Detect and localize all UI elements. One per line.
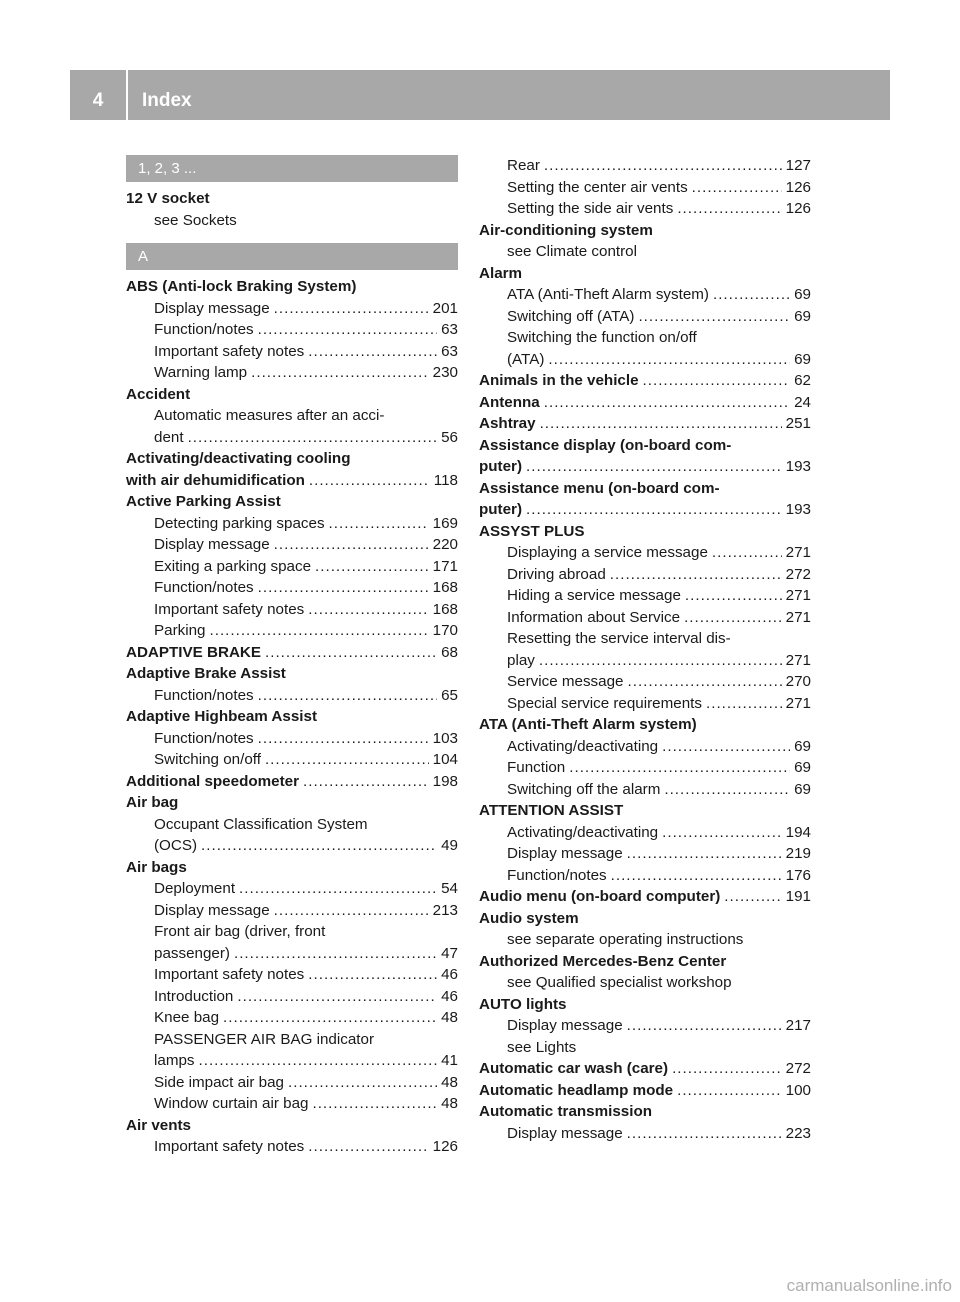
index-entry <box>479 370 811 392</box>
entry-label: (ATA) <box>507 350 545 368</box>
leader-dots <box>662 822 782 844</box>
index-subentry <box>479 155 811 177</box>
leader-dots <box>540 413 782 435</box>
page-reference: 219 <box>785 845 811 862</box>
index-subentry <box>126 943 458 965</box>
page-reference: 46 <box>441 987 458 1005</box>
page-reference: 168 <box>432 600 458 618</box>
index-entry <box>126 771 458 793</box>
page-reference: 220 <box>432 536 458 553</box>
page-reference: 48 <box>441 1073 458 1091</box>
entry-label: puter) <box>479 501 523 518</box>
page-reference: 213 <box>432 901 458 919</box>
leader-dots <box>258 319 437 341</box>
leader-dots <box>308 341 437 363</box>
leader-dots <box>251 362 429 384</box>
page-header <box>70 70 890 120</box>
index-subentry <box>126 577 458 599</box>
page-reference: 271 <box>785 587 811 604</box>
index-subentry <box>126 1093 458 1115</box>
entry-label: dent <box>154 428 184 446</box>
entry-label: Introduction <box>154 987 234 1005</box>
index-subentry <box>126 900 458 922</box>
page-reference: 118 <box>433 471 458 489</box>
leader-dots <box>684 607 782 629</box>
leader-dots <box>544 155 782 177</box>
index-subentry <box>479 564 811 586</box>
entry-label: Window curtain air bag <box>154 1095 309 1112</box>
leader-dots <box>610 564 782 586</box>
page-reference: 47 <box>441 944 458 962</box>
leader-dots <box>712 542 782 564</box>
index-subentry: Automatic measures after an acci- <box>154 407 385 424</box>
entry-label: Display message <box>154 299 270 317</box>
leader-dots <box>188 427 438 449</box>
leader-dots <box>627 1123 782 1145</box>
page-reference: 271 <box>785 694 811 712</box>
index-column-left <box>126 155 458 1158</box>
entry-label: Switching on/off <box>154 751 261 768</box>
index-entry: AUTO lights <box>479 995 567 1013</box>
page-reference: 170 <box>432 622 458 639</box>
index-subentry <box>126 599 458 621</box>
leader-dots <box>662 736 790 758</box>
page-reference: 41 <box>441 1052 458 1069</box>
page-reference: 271 <box>785 544 811 561</box>
page-reference: 104 <box>432 751 458 768</box>
page-reference: 103 <box>432 729 458 747</box>
page-reference: 69 <box>794 759 811 776</box>
leader-dots <box>210 620 429 642</box>
index-subentry: see Lights <box>507 1038 577 1056</box>
index-subentry <box>126 1072 458 1094</box>
leader-dots <box>692 177 782 199</box>
page-reference: 223 <box>785 1124 811 1142</box>
leader-dots <box>239 878 437 900</box>
leader-dots <box>638 306 790 328</box>
index-subentry <box>479 843 811 865</box>
index-subentry: Resetting the service interval dis- <box>507 630 731 647</box>
entry-label: Function/notes <box>154 321 254 338</box>
index-subentry <box>479 671 811 693</box>
entry-label: Ashtray <box>479 415 536 432</box>
index-entry: Automatic transmission <box>479 1103 653 1120</box>
leader-dots <box>201 835 437 857</box>
page-reference: 69 <box>794 286 811 303</box>
index-subentry <box>479 736 811 758</box>
leader-dots <box>329 513 429 535</box>
entry-label: puter) <box>479 458 523 475</box>
index-column-right <box>479 155 811 1144</box>
index-subentry: Occupant Classification System <box>154 815 368 833</box>
page-reference: 272 <box>785 565 811 583</box>
entry-label: Function/notes <box>507 866 607 884</box>
leader-dots <box>664 779 790 801</box>
leader-dots <box>274 298 429 320</box>
entry-label: Function <box>507 759 566 776</box>
leader-dots <box>223 1007 437 1029</box>
index-entry: 12 V socket <box>126 190 210 207</box>
entry-label: Switching off (ATA) <box>507 307 635 325</box>
leader-dots <box>539 650 782 672</box>
index-entry: Adaptive Highbeam Assist <box>126 708 318 725</box>
index-subentry <box>479 306 811 328</box>
index-entry: Air bag <box>126 794 179 811</box>
index-subentry <box>126 620 458 642</box>
section-header: 1, 2, 3 ... <box>126 155 458 182</box>
index-subentry <box>479 284 811 306</box>
index-entry <box>479 499 811 521</box>
leader-dots <box>672 1058 782 1080</box>
index-entry: Authorized Mercedes-Benz Center <box>479 952 727 970</box>
entry-label: lamps <box>154 1052 195 1069</box>
leader-dots <box>628 671 782 693</box>
page-reference: 56 <box>441 428 458 446</box>
entry-label: Important safety notes <box>154 966 305 983</box>
entry-label: Display message <box>154 536 270 553</box>
index-entry: Active Parking Assist <box>126 493 281 510</box>
entry-label: Special service requirements <box>507 694 702 712</box>
index-subentry <box>126 835 458 857</box>
index-entry <box>479 886 811 908</box>
page-reference: 69 <box>794 350 811 368</box>
index-entry: Assistance display (on-board com- <box>479 436 732 454</box>
index-subentry <box>479 177 811 199</box>
index-entry <box>479 1080 811 1102</box>
leader-dots <box>611 865 782 887</box>
entry-label: Additional speedometer <box>126 772 299 790</box>
leader-dots <box>308 599 428 621</box>
index-subentry <box>126 685 458 707</box>
index-subentry <box>126 534 458 556</box>
page-reference: 48 <box>441 1009 458 1026</box>
page-reference: 63 <box>441 342 458 360</box>
index-subentry <box>126 728 458 750</box>
index-subentry <box>479 757 811 779</box>
leader-dots <box>627 843 782 865</box>
index-subentry <box>126 427 458 449</box>
leader-dots <box>685 585 782 607</box>
entry-label: Animals in the vehicle <box>479 372 639 389</box>
entry-label: play <box>507 651 535 669</box>
page-reference: 271 <box>785 608 811 626</box>
entry-label: Activating/deactivating <box>507 737 659 755</box>
entry-label: ADAPTIVE BRAKE <box>126 643 262 661</box>
entry-label: Side impact air bag <box>154 1073 285 1091</box>
index-entry: Alarm <box>479 264 523 282</box>
entry-label: Setting the center air vents <box>507 178 688 196</box>
page-reference: 171 <box>432 557 458 575</box>
page-reference: 191 <box>785 888 811 905</box>
index-subentry: Front air bag (driver, front <box>154 923 326 940</box>
leader-dots <box>303 771 429 793</box>
index-subentry: see Sockets <box>154 211 237 229</box>
leader-dots <box>308 1136 428 1158</box>
leader-dots <box>309 470 430 492</box>
index-subentry <box>126 362 458 384</box>
entry-label: Deployment <box>154 880 236 897</box>
section-header: A <box>126 243 458 270</box>
index-entry <box>126 470 458 492</box>
entry-label: Knee bag <box>154 1009 220 1026</box>
index-entry: ABS (Anti-lock Braking System) <box>126 278 357 295</box>
leader-dots <box>544 392 790 414</box>
leader-dots <box>713 284 790 306</box>
entry-label: Information about Service <box>507 608 681 626</box>
entry-label: Function/notes <box>154 729 254 747</box>
entry-label: with air dehumidification <box>126 471 305 489</box>
leader-dots <box>199 1050 438 1072</box>
leader-dots <box>548 349 790 371</box>
index-subentry <box>126 556 458 578</box>
leader-dots <box>274 900 429 922</box>
entry-label: ATA (Anti-Theft Alarm system) <box>507 286 709 303</box>
page-reference: 217 <box>785 1017 811 1034</box>
index-subentry <box>479 607 811 629</box>
page-reference: 126 <box>432 1138 458 1155</box>
leader-dots <box>274 534 429 556</box>
page-reference: 69 <box>794 780 811 798</box>
leader-dots <box>677 198 781 220</box>
page-reference: 168 <box>432 579 458 596</box>
entry-label: Switching off the alarm <box>507 780 661 798</box>
entry-label: Function/notes <box>154 579 254 596</box>
leader-dots <box>677 1080 782 1102</box>
index-entry: Activating/deactivating cooling <box>126 450 351 467</box>
page-reference: 48 <box>441 1095 458 1112</box>
page-reference: 49 <box>441 837 458 854</box>
page-reference: 126 <box>785 178 811 196</box>
entry-label: Rear <box>507 157 540 174</box>
entry-label: Setting the side air vents <box>507 200 674 217</box>
leader-dots <box>288 1072 437 1094</box>
entry-label: (OCS) <box>154 837 198 854</box>
page-title: Index <box>142 90 192 111</box>
page-reference: 127 <box>785 157 811 174</box>
page-reference: 230 <box>432 364 458 381</box>
index-subentry: Switching the function on/off <box>507 329 697 346</box>
index-subentry <box>126 513 458 535</box>
spacer <box>126 231 458 243</box>
page-reference: 69 <box>794 737 811 755</box>
leader-dots <box>526 456 782 478</box>
index-subentry: see separate operating instructions <box>507 931 744 948</box>
entry-label: Important safety notes <box>154 342 305 360</box>
entry-label: Display message <box>507 1124 623 1142</box>
entry-label: Important safety notes <box>154 600 305 618</box>
page-reference: 54 <box>441 880 458 897</box>
index-subentry <box>479 1123 811 1145</box>
index-subentry <box>126 986 458 1008</box>
watermark: carmanualsonline.info <box>786 1276 952 1295</box>
entry-label: Detecting parking spaces <box>154 514 325 532</box>
entry-label: Displaying a service message <box>507 544 708 561</box>
page-reference: 24 <box>794 393 811 411</box>
index-subentry: see Climate control <box>507 243 637 260</box>
entry-label: Parking <box>154 622 206 639</box>
page-reference: 46 <box>441 966 458 983</box>
page-number: 4 <box>92 90 104 111</box>
index-entry: Air vents <box>126 1116 191 1134</box>
index-entry: Air bags <box>126 858 187 876</box>
index-subentry <box>479 822 811 844</box>
entry-label: Antenna <box>479 393 540 411</box>
entry-label: Automatic headlamp mode <box>479 1081 674 1099</box>
entry-label: Service message <box>507 673 624 690</box>
index-subentry <box>126 964 458 986</box>
index-subentry <box>126 749 458 771</box>
page-reference: 176 <box>785 866 811 884</box>
leader-dots <box>315 556 429 578</box>
index-subentry <box>126 878 458 900</box>
index-entry: Audio system <box>479 909 579 927</box>
index-entry <box>479 392 811 414</box>
index-entry <box>126 642 458 664</box>
index-subentry <box>479 865 811 887</box>
index-entry: Adaptive Brake Assist <box>126 665 286 682</box>
header-divider <box>126 70 128 120</box>
index-subentry <box>126 1136 458 1158</box>
index-subentry: see Qualified specialist workshop <box>507 974 732 991</box>
index-entry <box>479 1058 811 1080</box>
entry-label: Exiting a parking space <box>154 557 312 575</box>
entry-label: Audio menu (on-board computer) <box>479 888 721 905</box>
page-reference: 193 <box>785 458 811 475</box>
page-reference: 198 <box>432 772 458 790</box>
page-reference: 69 <box>794 307 811 325</box>
index-entry: Assistance menu (on-board com- <box>479 479 720 497</box>
entry-label: Hiding a service message <box>507 587 681 604</box>
index-subentry <box>479 693 811 715</box>
index-entry: Air-conditioning system <box>479 221 653 239</box>
entry-label: Automatic car wash (care) <box>479 1060 669 1077</box>
page-reference: 272 <box>785 1060 811 1077</box>
page-reference: 193 <box>785 501 811 518</box>
leader-dots <box>627 1015 782 1037</box>
page-reference: 126 <box>785 200 811 217</box>
page-reference: 251 <box>785 415 811 432</box>
leader-dots <box>724 886 781 908</box>
page-reference: 63 <box>441 321 458 338</box>
index-entry: Accident <box>126 385 191 403</box>
page-reference: 62 <box>794 372 811 389</box>
index-subentry <box>479 349 811 371</box>
page-reference: 68 <box>441 643 458 661</box>
entry-label: Important safety notes <box>154 1138 305 1155</box>
page-reference: 270 <box>785 673 811 690</box>
entry-label: Activating/deactivating <box>507 823 659 841</box>
page-reference: 65 <box>441 686 458 704</box>
leader-dots <box>237 986 437 1008</box>
leader-dots <box>258 685 437 707</box>
leader-dots <box>312 1093 437 1115</box>
entry-label: passenger) <box>154 944 230 962</box>
page-reference: 169 <box>432 514 458 532</box>
index-subentry <box>479 542 811 564</box>
leader-dots <box>258 577 429 599</box>
entry-label: Warning lamp <box>154 364 248 381</box>
index-subentry <box>126 319 458 341</box>
page-reference: 271 <box>785 651 811 669</box>
index-entry <box>479 413 811 435</box>
leader-dots <box>526 499 782 521</box>
page-reference: 100 <box>785 1081 811 1099</box>
leader-dots <box>265 749 429 771</box>
index-entry: ASSYST PLUS <box>479 522 585 540</box>
index-entry: ATA (Anti-Theft Alarm system) <box>479 716 697 733</box>
index-subentry <box>126 298 458 320</box>
leader-dots <box>706 693 782 715</box>
index-entry: ATTENTION ASSIST <box>479 802 624 819</box>
index-subentry <box>479 198 811 220</box>
entry-label: Display message <box>154 901 270 919</box>
entry-label: Function/notes <box>154 686 254 704</box>
index-subentry <box>126 1007 458 1029</box>
page-reference: 194 <box>785 823 811 841</box>
leader-dots <box>265 642 437 664</box>
index-subentry <box>126 1050 458 1072</box>
index-subentry <box>479 779 811 801</box>
index-subentry <box>479 1015 811 1037</box>
leader-dots <box>643 370 791 392</box>
index-entry <box>479 456 811 478</box>
page-reference: 201 <box>432 299 458 317</box>
index-subentry: PASSENGER AIR BAG indicator <box>154 1030 375 1048</box>
entry-label: Display message <box>507 845 623 862</box>
leader-dots <box>308 964 437 986</box>
leader-dots <box>569 757 790 779</box>
index-subentry <box>126 341 458 363</box>
leader-dots <box>258 728 429 750</box>
entry-label: Driving abroad <box>507 565 606 583</box>
entry-label: Display message <box>507 1017 623 1034</box>
index-subentry <box>479 585 811 607</box>
index-subentry <box>479 650 811 672</box>
leader-dots <box>234 943 437 965</box>
